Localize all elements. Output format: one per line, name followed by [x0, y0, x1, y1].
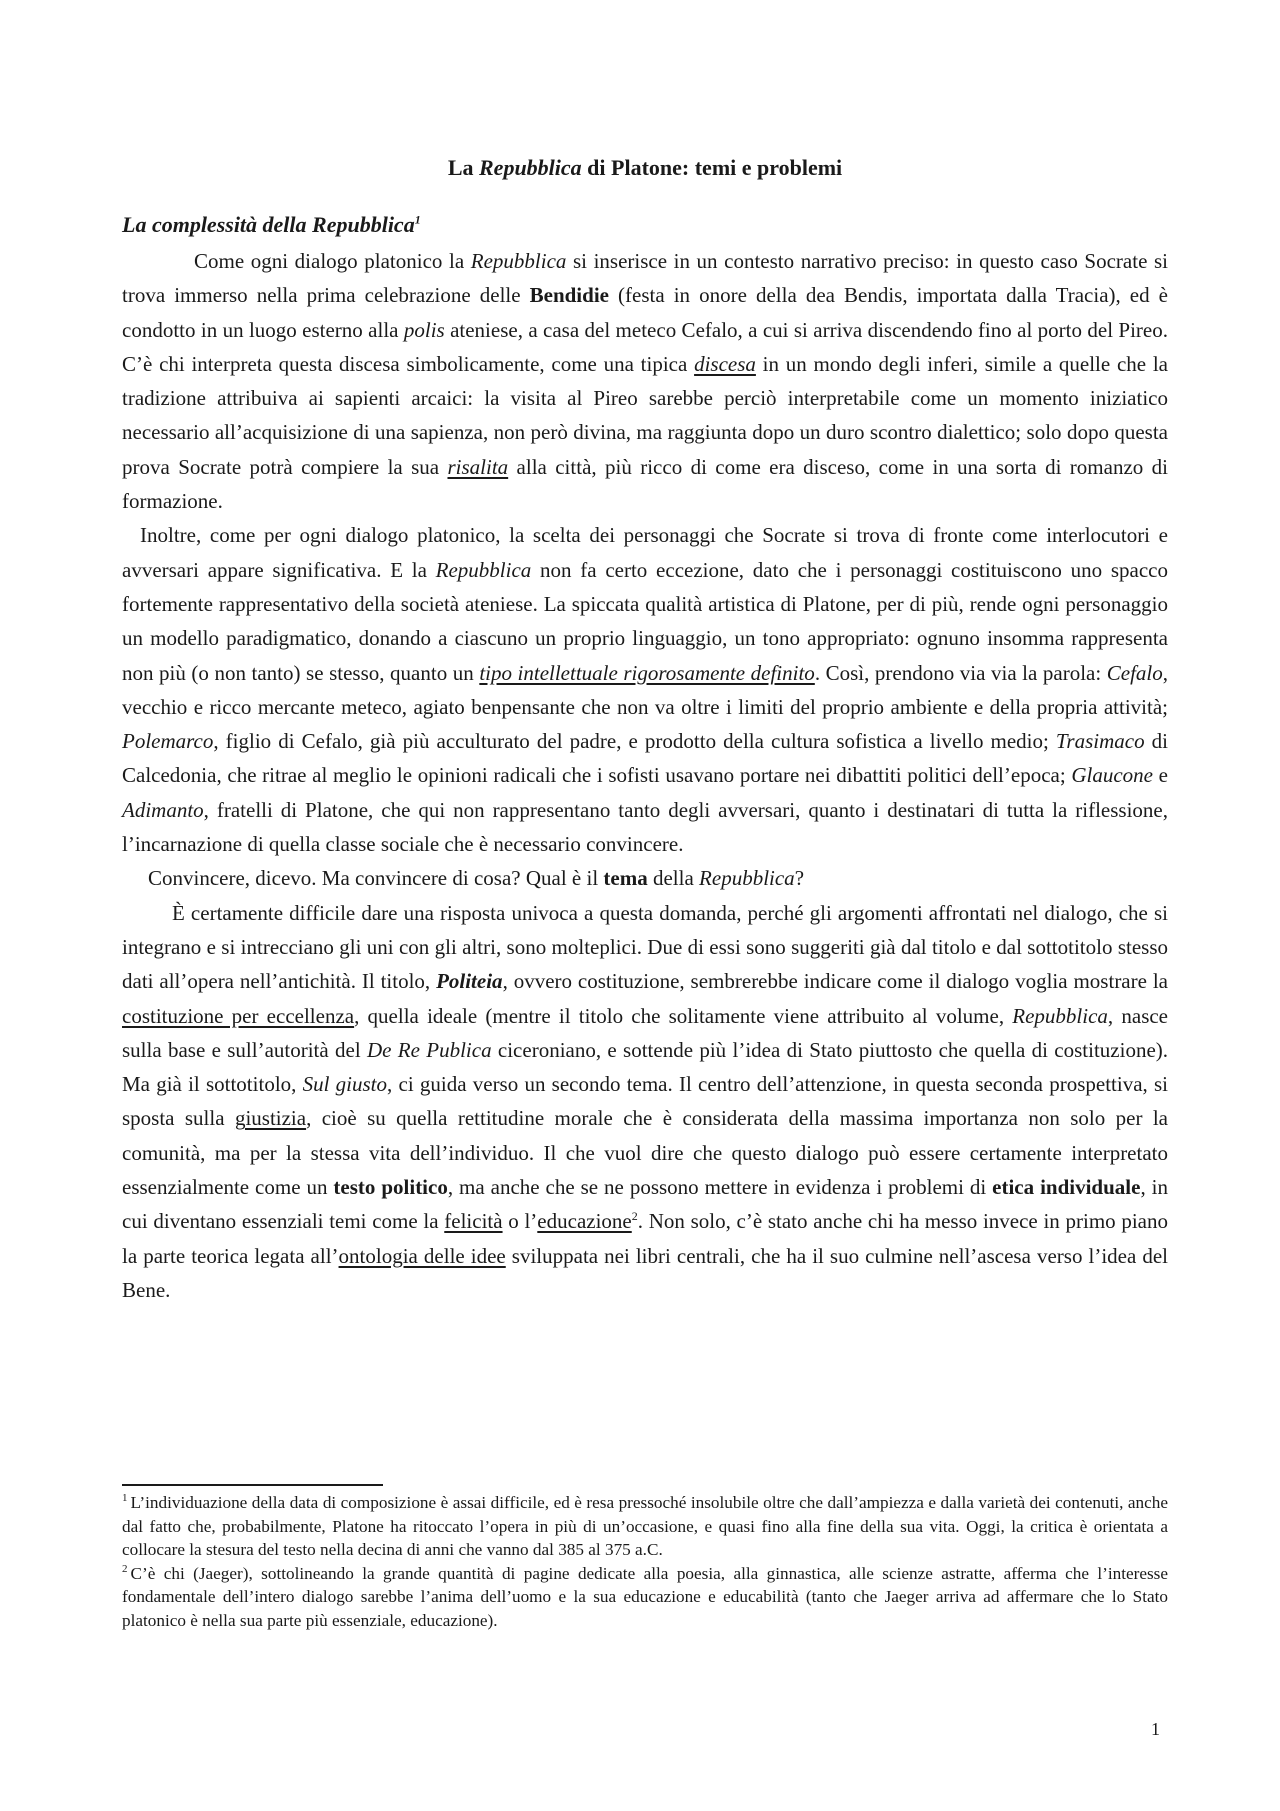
p4-t16: etica individuale — [992, 1175, 1141, 1200]
p1-t4: Bendidie — [529, 283, 609, 308]
p1-t3: si inserisce in un contesto narrativo preciso: in questo caso Socrate si trova immerso nella prima celebrazione delle — [122, 249, 1168, 308]
p4-t18: felicità — [444, 1209, 503, 1234]
p1-t9: in un mondo degli inferi, simile a quelle che la tradizione attribuiva ai sapienti arcaici: la visita al Pireo sarebbe perciò interpretabile come un momento iniziatico necessario all’acquisizione di una sapienza, non però divina, ma raggiunta dopo un duro scontro dialettico; solo dopo questa prova Socrate potrà compiere la sua — [122, 351, 1168, 479]
p2-t1: Inoltre, come per ogni dialogo platonico, la scelta dei personaggi che Socrate si trova di fronte come interlocutori e avversari appare significativa. E la — [122, 523, 1168, 582]
p2-t9: , figlio di Cefalo, già più acculturato del padre, e prodotto della cultura sofistica a livello medio; — [213, 729, 1056, 754]
p2-t6: Cefalo — [1106, 660, 1163, 685]
p4-t2: Politeia — [436, 969, 503, 994]
p4-t9: ciceroniano, e sottende più l’idea di Stato piuttosto che quella di costituzione). Ma già il sottotitolo, — [122, 1037, 1169, 1097]
paragraph-3 — [122, 861, 1168, 895]
p1-t10: risalita — [447, 454, 509, 479]
title-italic: Repubblica — [479, 155, 582, 180]
footnote-separator — [122, 1484, 383, 1486]
p4-t14: testo politico — [333, 1175, 448, 1200]
p1-t6: polis — [403, 317, 445, 342]
p4-t24: sviluppata nei libri centrali, che ha il suo culmine nell’ascesa verso l’idea del Bene. — [122, 1243, 1168, 1302]
p3-t2: tema — [603, 866, 648, 891]
p1-t7: ateniese, a casa del meteco Cefalo, a cui si arriva discendendo fino al porto del Pireo. C’è chi interpreta questa discesa simbolicamente, come una tipica — [122, 317, 1168, 376]
footnotes — [122, 1491, 1168, 1632]
p4-t7: , nasce sulla base e sull’autorità del — [122, 1003, 1169, 1062]
p4-t4: costituzione per eccellenza — [122, 1003, 355, 1028]
p4-t12: giustizia — [234, 1106, 307, 1131]
document-title — [122, 153, 1168, 183]
p3-t1: Convincere, dicevo. Ma convincere di cosa? Qual è il — [148, 866, 604, 891]
p2-t11: di Calcedonia, che ritrae al meglio le opinioni radicali che i sofisti usavano portare nei dibattiti politici dell’epoca; — [122, 729, 1168, 788]
p1-t5: (festa in onore della dea Bendis, importata dalla Tracia), ed è condotto in un luogo esterno alla — [122, 283, 1168, 342]
footnote-2-text: C’è chi (Jaeger), sottolineando la grande quantità di pagine dedicate alla poesia, alla ginnastica, alle scienze astratte, afferma che l’interesse fondamentale dell’intero dialogo sarebbe l’anima dell’uomo e la sua educazione e educabilità (tanto che Jaeger arriva ad affermare che lo Stato platonico è nella sua parte più essenziale, educazione). — [122, 1563, 1168, 1630]
p4-t10: Sul giusto — [302, 1072, 388, 1097]
p4-t13: , cioè su quella rettitudine morale che è considerata della massima importanza non solo per la comunità, ma per la stessa vita dell’individuo. Il che vuol dire che questo dialogo può essere certamente interpretato essenzialmente come un — [122, 1106, 1168, 1200]
p1-t1: Come ogni dialogo platonico la — [194, 249, 471, 273]
p2-t13: e — [1153, 763, 1168, 788]
p3-t5: ? — [794, 866, 805, 891]
p4-t17: , in cui diventano essenziali temi come la — [122, 1175, 1168, 1234]
p2-t10: Trasimaco — [1055, 729, 1145, 754]
p4-t6: Repubblica — [1012, 1003, 1108, 1028]
p4-t15: , ma anche che se ne possono mettere in evidenza i problemi di — [447, 1175, 993, 1200]
paragraph-2 — [122, 518, 1168, 861]
p2-t4: tipo intellettuale rigorosamente definito — [479, 660, 815, 685]
paragraph-1 — [122, 244, 1168, 518]
p4-t3: , ovvero costituzione, sembrerebbe indicare come il dialogo voglia mostrare la — [502, 969, 1168, 994]
footnote-1-mark: 1 — [122, 1492, 128, 1505]
p1-t2: Repubblica — [470, 249, 567, 273]
footnote-2 — [122, 1562, 1168, 1633]
footnote-ref-1[interactable]: 1 — [414, 212, 421, 227]
p3-t3: della — [647, 866, 700, 891]
paragraph-4 — [122, 896, 1168, 1308]
p4-t5: , quella ideale (mentre il titolo che solitamente viene attribuito al volume, — [354, 1003, 1013, 1028]
p2-t14: Adimanto — [122, 797, 204, 822]
title-suffix: di Platone: temi e problemi — [581, 155, 843, 180]
section-heading — [122, 210, 421, 240]
body-text — [122, 244, 1168, 1307]
p2-t5: . Così, prendono via via la parola: — [814, 660, 1107, 685]
p1-t8: discesa — [694, 351, 756, 376]
title-prefix: La — [447, 155, 479, 180]
p2-t15: , fratelli di Platone, che qui non rappresentano tanto degli avversari, quanto i destinatari di tutta la riflessione, l’incarnazione di quella classe sociale che è necessario convincere. — [122, 797, 1168, 857]
page-number: 1 — [1151, 1719, 1160, 1739]
p2-t8: Polemarco — [122, 729, 214, 754]
footnote-1 — [122, 1491, 1168, 1562]
p4-t1: È certamente difficile dare una risposta univoca a questa domanda, perché gli argomenti affrontati nel dialogo, che si integrano e si intrecciano gli uni con gli altri, sono molteplici. Due di essi sono suggeriti già dal titolo e dal sottotitolo stesso dati all’opera nell’antichità. Il titolo, — [122, 900, 1168, 994]
p4-t23: ontologia delle idee — [338, 1243, 506, 1268]
p1-t11: alla città, più ricco di come era disceso, come in una sorta di romanzo di formazione. — [122, 454, 1168, 514]
p2-t7: , vecchio e ricco mercante meteco, agiato benpensante che non va oltre i limiti del proprio ambiente e della propria attività; — [122, 660, 1168, 719]
p3-t4: Repubblica — [699, 866, 795, 891]
footnote-1-text: L’individuazione della data di composizione è assai difficile, ed è resa pressoché insolubile oltre che dall’ampiezza e dalla varietà dei contenuti, anche dal fatto che, probabilmente, Platone ha ritoccato l’opera in più di un’occasione, e quasi fino alla fine della sua vita. Oggi, la critica è orientata a collocare la stesura del testo nella decina di anni che vanno dal 385 al 375 a.C. — [122, 1493, 1168, 1559]
section-heading-text: La complessità della Repubblica — [122, 212, 415, 237]
p2-t2: Repubblica — [435, 557, 532, 582]
p4-t11: , ci guida verso un secondo tema. Il centro dell’attenzione, in questa seconda prospettiva, si sposta sulla — [122, 1072, 1168, 1131]
p2-t12: Glaucone — [1071, 763, 1153, 788]
p2-t3: non fa certo eccezione, dato che i personaggi costituiscono uno spacco fortemente rappresentativo della società ateniese. La spiccata qualità artistica di Platone, per di più, rende ogni personaggio un modello paradigmatico, donando a ciascuno un proprio linguaggio, un tono appropriato: ognuno insomma rappresenta non più (o non tanto) se stesso, quanto un — [122, 557, 1168, 685]
p4-t20: educazione — [537, 1209, 632, 1234]
p4-t19: o l’ — [502, 1209, 538, 1234]
footnote-2-mark: 2 — [122, 1562, 128, 1575]
p4-t8: De Re Publica — [367, 1037, 492, 1062]
footnote-ref-2[interactable]: 2 — [631, 1209, 638, 1224]
p4-t22: . Non solo, c’è stato anche chi ha messo invece in primo piano la parte teorica legata all’ — [122, 1209, 1169, 1268]
